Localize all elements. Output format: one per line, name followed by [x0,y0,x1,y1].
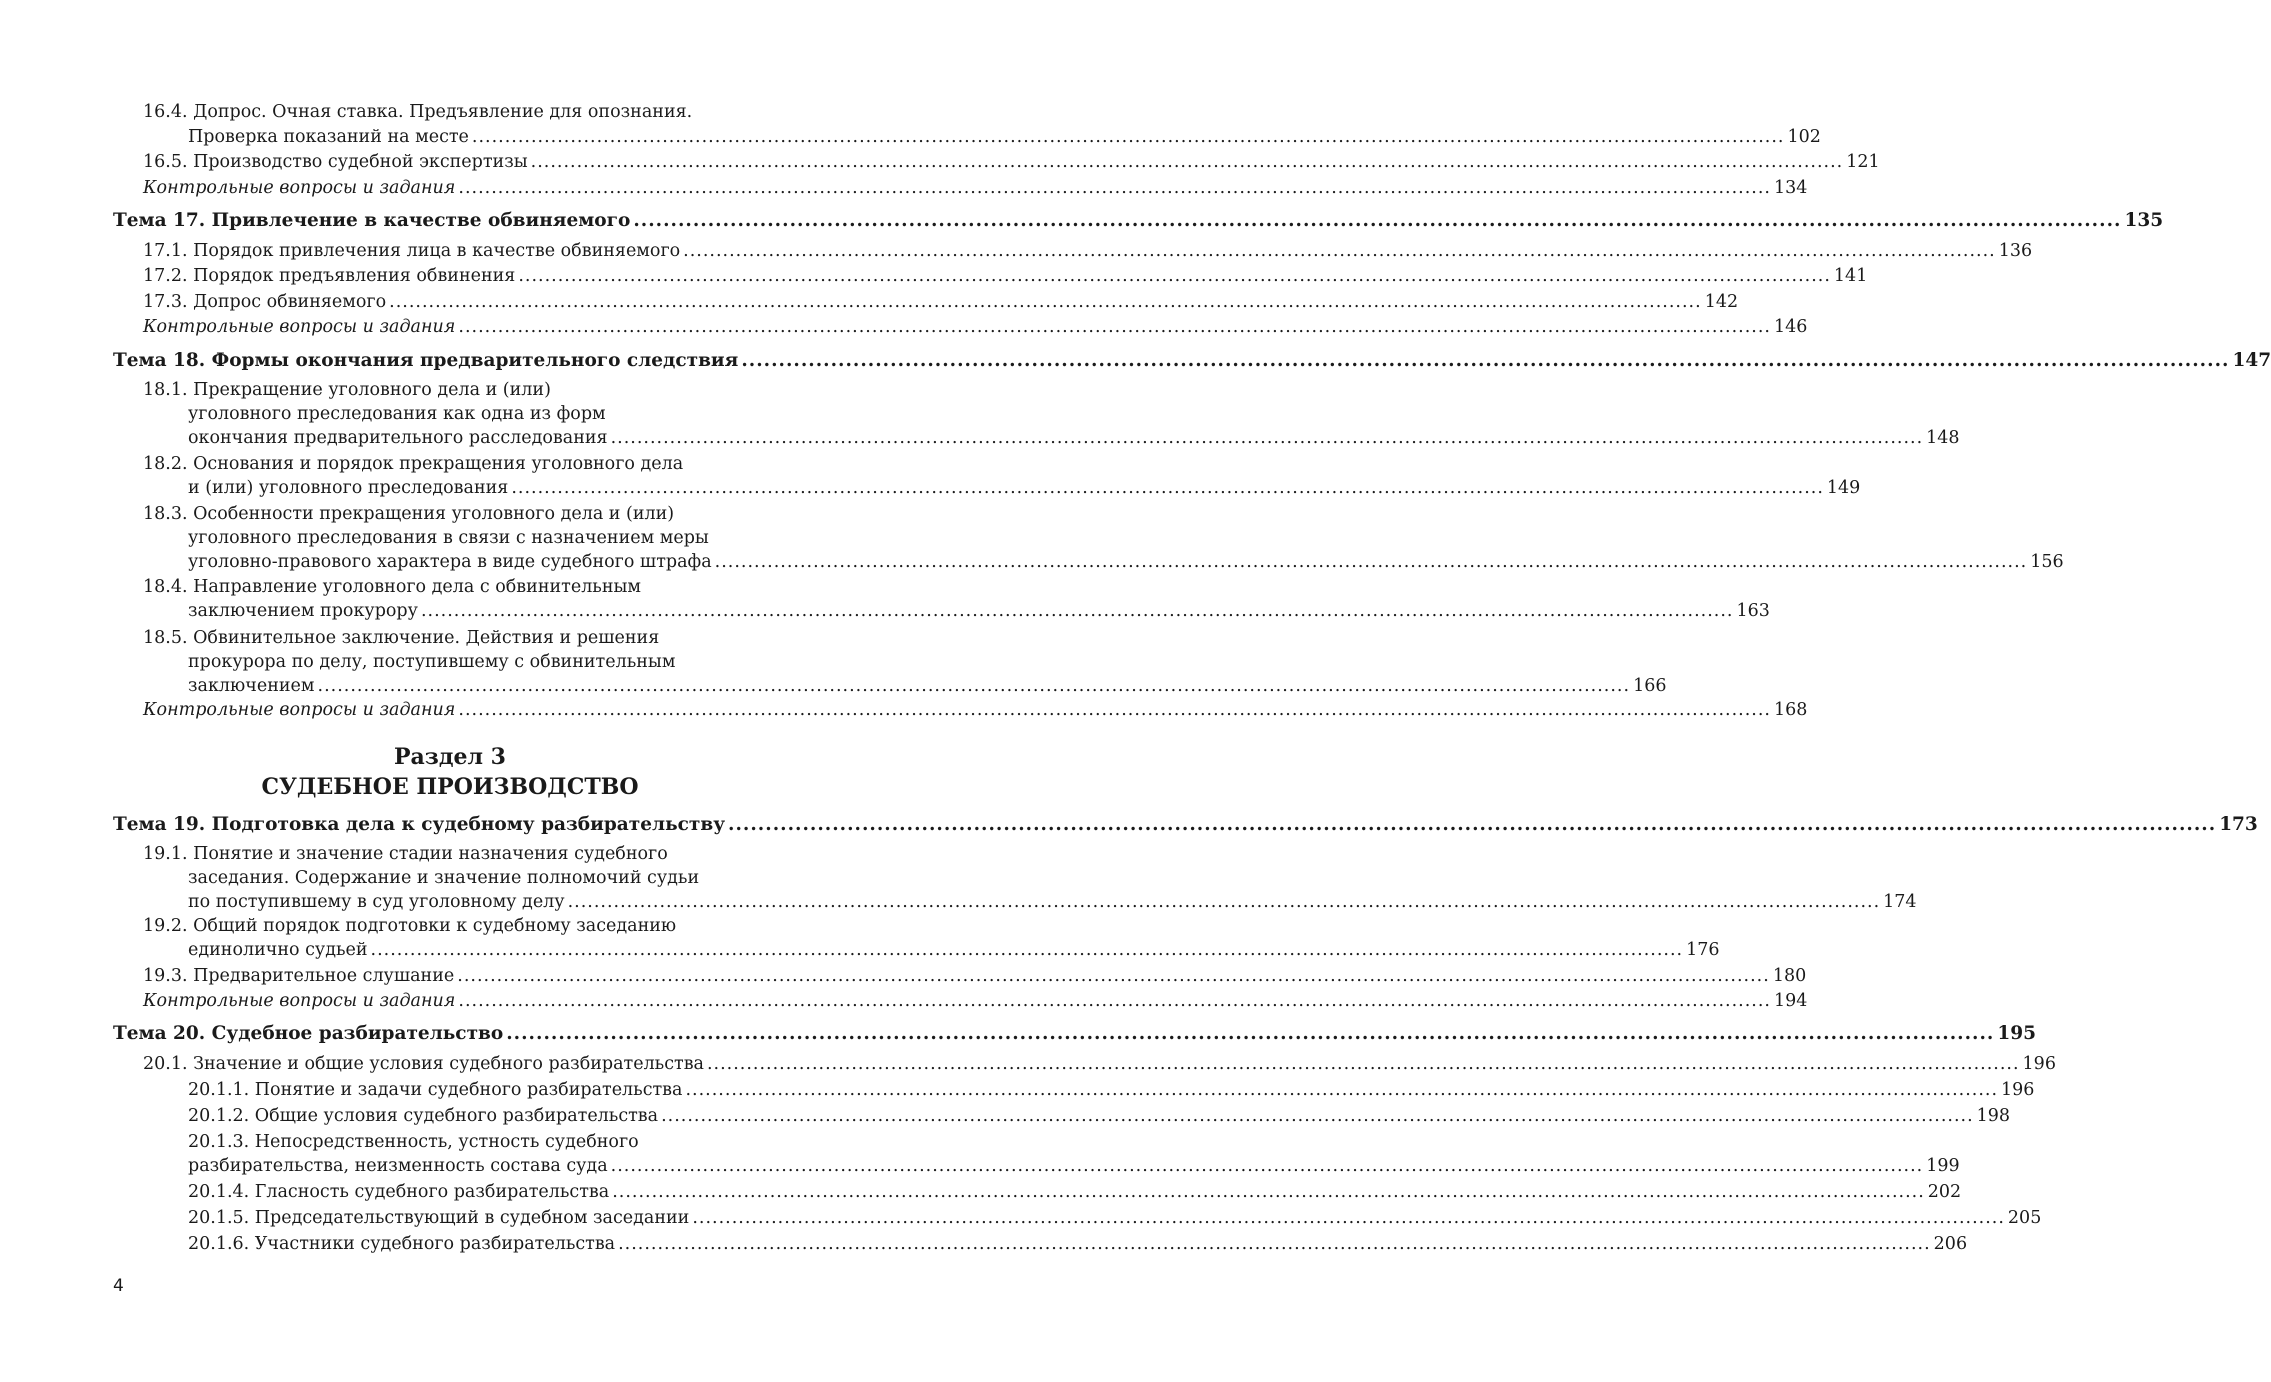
toc-page-number: 142 [1704,292,1739,312]
dot-leader: ........................................................................................................................................................................................................ [610,428,1924,448]
dot-leader: ........................................................................................................................................................................................................ [530,152,1844,172]
dot-leader: ........................................................................................................................................................................................................ [457,966,1770,986]
toc-entry [143,239,2033,263]
toc-entry-text: 18.4. Направление уголовного дела с обвинительным [143,577,642,597]
toc-entry-text: Тема 19. Подготовка дела к судебному разбирательству [113,814,726,835]
toc-topic [113,209,2164,233]
toc-entry [188,125,1821,149]
toc-entry [188,1078,2035,1102]
dot-leader: ........................................................................................................................................................................................................ [714,552,2028,572]
toc-entry [143,290,1739,314]
dot-leader: ........................................................................................................................................................................................................ [420,601,1734,621]
toc-entry [188,599,1770,623]
toc-entry-text: 18.2. Основания и порядок прекращения уголовного дела [143,454,684,474]
toc-entry-text: Контрольные вопросы и задания [143,317,456,337]
toc-entry-text: 19.3. Предварительное слушание [143,966,455,986]
toc-page-number: 198 [1976,1106,2011,1126]
page-number: 4 [113,1276,124,1296]
toc-topic [113,1022,2036,1046]
toc-entry [188,402,606,426]
toc-entry [143,264,1868,288]
toc-entry [188,1206,2042,1230]
toc-page-number: 205 [2007,1208,2042,1228]
dot-leader: ........................................................................................................................................................................................................ [567,892,1881,912]
toc-entry [188,476,1861,500]
toc-entry [188,866,699,890]
toc-entry [188,1154,1960,1178]
toc-entry [188,1232,1968,1256]
dot-leader: ........................................................................................................................................................................................................ [706,1054,2020,1074]
toc-page-number: 176 [1686,940,1720,960]
toc-entry [188,1180,1962,1204]
toc-entry [188,938,1720,962]
toc-page-number: 173 [2219,814,2258,835]
toc-entry [188,1130,639,1154]
toc-entry [188,890,1917,914]
dot-leader: ........................................................................................................................................................................................................ [612,1182,1925,1202]
toc-entry-text: Контрольные вопросы и задания [143,178,456,198]
toc-entry [143,378,551,402]
toc-entry-text: 18.5. Обвинительное заключение. Действия и решения [143,628,660,648]
dot-leader: ........................................................................................................................................................................................................ [458,317,1771,337]
toc-entry-text: Проверка показаний на месте [188,127,469,147]
toc-entry-text: 17.2. Порядок предъявления обвинения [143,266,516,286]
toc-entry-text: 18.1. Прекращение уголовного дела и (или) [143,380,551,400]
toc-page-number: 134 [1773,178,1808,198]
dot-leader: ........................................................................................................................................................................................................ [610,1156,1924,1176]
toc-entry-text: Тема 17. Привлечение в качестве обвиняемого [113,210,631,231]
toc-entry-text: прокурора по делу, поступившему с обвинительным [188,652,676,672]
dot-leader: ........................................................................................................................................................................................................ [685,1080,1999,1100]
toc-entry-text: Тема 18. Формы окончания предварительного следствия [113,350,739,371]
toc-entry-text: и (или) уголовного преследования [188,478,509,498]
toc-entry-text: 17.3. Допрос обвиняемого [143,292,387,312]
toc-page-number: 196 [2022,1054,2056,1074]
toc-entry-text: 16.4. Допрос. Очная ставка. Предъявление для опознания. [143,102,693,122]
dot-leader: ........................................................................................................................................................................................................ [458,700,1771,720]
toc-entry-text: Контрольные вопросы и задания [143,700,456,720]
toc-topic [113,349,2271,373]
toc-entry-text: по поступившему в суд уголовному делу [188,892,565,912]
toc-page-number: 206 [1933,1234,1968,1254]
dot-leader: ........................................................................................................................................................................................................ [633,210,2122,231]
toc-entry-text: Контрольные вопросы и задания [143,991,456,1011]
toc-entry [143,575,641,599]
toc-entry [188,426,1960,450]
toc-questions [143,176,1808,200]
toc-entry-text: 20.1.4. Гласность судебного разбирательства [188,1182,610,1202]
toc-entry-text: заседания. Содержание и значение полномочий судьи [188,868,700,888]
dot-leader: ........................................................................................................................................................................................................ [511,478,1824,498]
toc-page-number: 163 [1736,601,1770,621]
toc-page-number: 141 [1833,266,1868,286]
toc-entry-text: разбирательства, неизменность состава суда [188,1156,608,1176]
toc-entry-text: 16.5. Производство судебной экспертизы [143,152,528,172]
toc-page-number: 156 [2030,552,2064,572]
toc-entry [188,1104,2011,1128]
toc-entry-text: 19.2. Общий порядок подготовки к судебному заседанию [143,916,677,936]
toc-page-number: 168 [1773,700,1808,720]
toc-entry-text: 17.1. Порядок привлечения лица в качестве обвиняемого [143,241,681,261]
toc-entry-text: 18.3. Особенности прекращения уголовного дела и (или) [143,504,675,524]
toc-entry [143,502,674,526]
toc-entry-text: Тема 20. Судебное разбирательство [113,1023,504,1044]
toc-topic [113,813,2258,837]
toc-entry-text: единолично судьей [188,940,368,960]
toc-page-number: 180 [1772,966,1807,986]
toc-page-number: 196 [2001,1080,2035,1100]
dot-leader: ........................................................................................................................................................................................................ [741,350,2230,371]
toc-entry-text: заключением прокурору [188,601,418,621]
dot-leader: ........................................................................................................................................................................................................ [692,1208,2005,1228]
toc-entry [143,1052,2056,1076]
toc-entry-text: заключением [188,676,315,696]
toc-entry-text: 20.1.6. Участники судебного разбирательства [188,1234,616,1254]
toc-entry-text: 20.1. Значение и общие условия судебного разбирательства [143,1054,704,1074]
dot-leader: ........................................................................................................................................................................................................ [458,991,1771,1011]
toc-entry [143,452,683,476]
toc-page-number: 166 [1633,676,1667,696]
toc-entry [188,550,2064,574]
toc-entry [188,526,709,550]
toc-entry [143,914,676,938]
dot-leader: ........................................................................................................................................................................................................ [661,1106,1974,1126]
toc-entry-text: уголовно-правового характера в виде судебного штрафа [188,552,712,572]
toc-entry-text: 20.1.1. Понятие и задачи судебного разбирательства [188,1080,683,1100]
toc-entry-text: 20.1.5. Председательствующий в судебном заседании [188,1208,690,1228]
toc-page-number: 121 [1846,152,1880,172]
dot-leader: ........................................................................................................................................................................................................ [518,266,1831,286]
dot-leader: ........................................................................................................................................................................................................ [458,178,1771,198]
dot-leader: ........................................................................................................................................................................................................ [389,292,1702,312]
toc-page-number: 147 [2232,350,2271,371]
toc-entry [188,674,1667,698]
toc-entry-text: 19.1. Понятие и значение стадии назначения судебного [143,844,668,864]
section-title: СУДЕБНОЕ ПРОИЗВОДСТВО [261,774,639,800]
toc-entry [143,626,659,650]
toc-entry [143,964,1807,988]
toc-entry-text: окончания предварительного расследования [188,428,608,448]
toc-entry-text: 20.1.2. Общие условия судебного разбирательства [188,1106,659,1126]
toc-page-number: 135 [2124,210,2164,231]
dot-leader: ........................................................................................................................................................................................................ [506,1023,1995,1044]
dot-leader: ........................................................................................................................................................................................................ [471,127,1785,147]
toc-entry-text: уголовного преследования как одна из форм [188,404,606,424]
toc-page-number: 136 [1998,241,2033,261]
toc-questions [143,698,1808,722]
toc-questions [143,315,1808,339]
dot-leader: ........................................................................................................................................................................................................ [683,241,1996,261]
dot-leader: ........................................................................................................................................................................................................ [370,940,1684,960]
toc-page-number: 194 [1773,991,1808,1011]
toc-entry [188,650,675,674]
toc-page-number: 149 [1826,478,1861,498]
toc-entry [143,150,1880,174]
toc-page-number: 146 [1773,317,1808,337]
toc-page-number: 199 [1926,1156,1960,1176]
toc-page-number: 174 [1883,892,1917,912]
toc-page-number: 102 [1787,127,1821,147]
dot-leader: ........................................................................................................................................................................................................ [317,676,1631,696]
toc-entry [143,100,692,124]
toc-entry-text: 20.1.3. Непосредственность, устность судебного [188,1132,639,1152]
toc-page-number: 202 [1927,1182,1962,1202]
toc-page-number: 148 [1926,428,1960,448]
dot-leader: ........................................................................................................................................................................................................ [728,814,2217,835]
toc-page-number: 195 [1997,1023,2036,1044]
section-label: Раздел 3 [394,744,506,770]
dot-leader: ........................................................................................................................................................................................................ [618,1234,1931,1254]
toc-entry-text: уголовного преследования в связи с назначением меры [188,528,709,548]
toc-questions [143,989,1808,1013]
toc-entry [143,842,668,866]
